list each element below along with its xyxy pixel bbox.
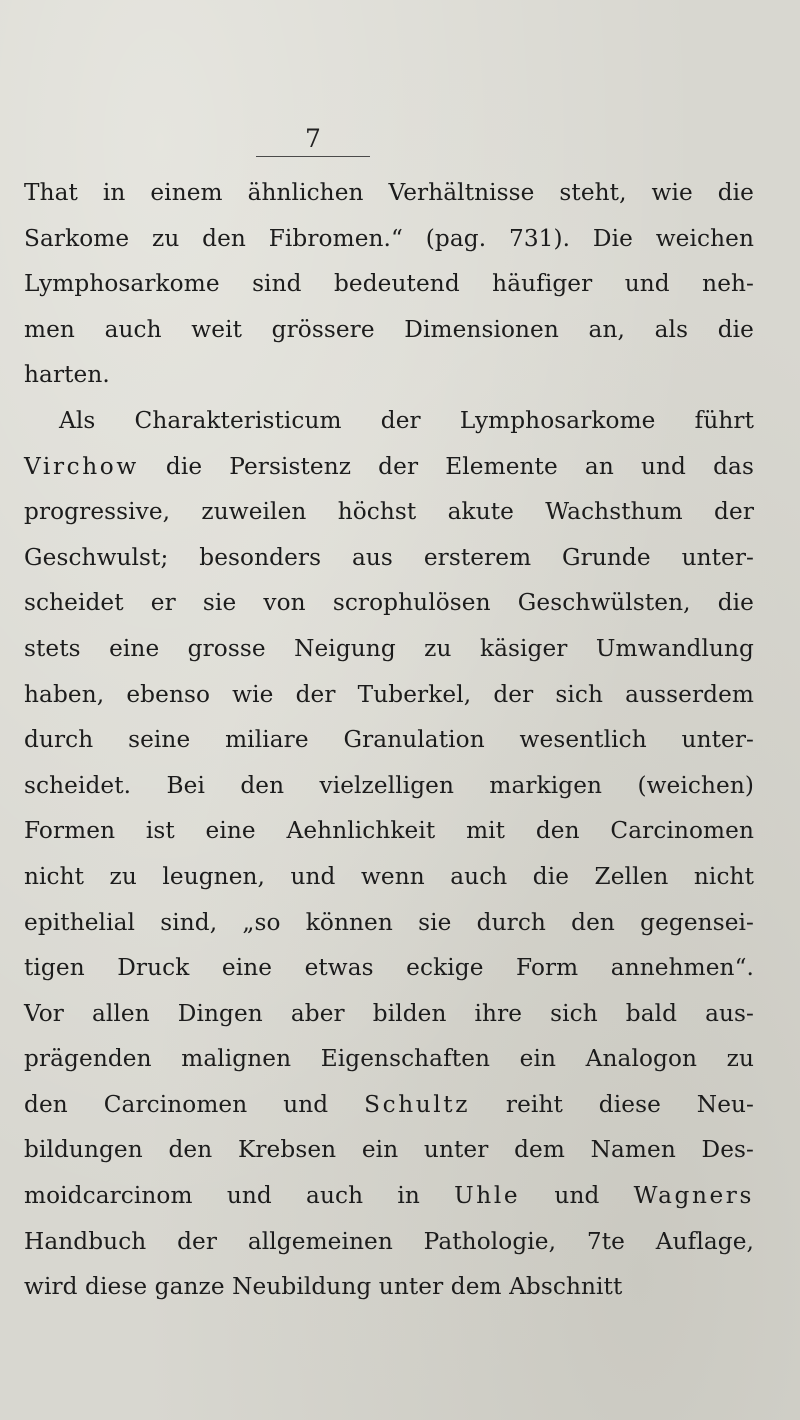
author-name-schultz: Schultz xyxy=(364,1090,471,1118)
page-number: 7 xyxy=(305,124,321,153)
text-line: Handbuch der allgemeinen Pathologie, 7te Auflage, xyxy=(24,1227,754,1255)
text-line xyxy=(24,444,754,490)
text-line: scheidet er sie von scrophulösen Geschwülsten, die xyxy=(24,589,754,617)
text-line: wird diese ganze Neubildung unter dem Abschnitt xyxy=(24,1273,623,1301)
text-line xyxy=(24,1173,754,1219)
text-line: Lymphosarkome sind bedeutend häufiger und neh- xyxy=(24,270,754,298)
text-line: scheidet. Bei den vielzelligen markigen (weichen) xyxy=(24,771,754,799)
text-fragment: die Persistenz der Elemente an und das xyxy=(165,452,754,480)
text-line: That in einem ähnlichen Verhältnisse steht, wie die xyxy=(24,179,754,206)
body-text xyxy=(24,170,754,1310)
text-fragment: reiht diese Neu- xyxy=(505,1090,754,1118)
text-line: Geschwulst; besonders aus ersterem Grunde unter- xyxy=(24,543,754,571)
text-line: Sarkome zu den Fibromen.“ (pag. 731). Die weichen xyxy=(24,224,754,252)
text-fragment: moidcarcinom und auch in xyxy=(24,1182,420,1210)
page-number-rule xyxy=(256,156,370,157)
text-line: stets eine grosse Neigung zu käsiger Umwandlung xyxy=(24,634,754,662)
text-line: nicht zu leugnen, und wenn auch die Zellen nicht xyxy=(24,862,754,890)
text-line xyxy=(24,1082,754,1128)
author-name-virchow: Virchow xyxy=(24,452,139,480)
text-fragment: und xyxy=(554,1182,600,1210)
text-line: progressive, zuweilen höchst akute Wachsthum der xyxy=(24,498,754,526)
author-name-uhle: Uhle xyxy=(454,1182,521,1210)
text-line: Formen ist eine Aehnlichkeit mit den Carcinomen xyxy=(24,817,754,845)
text-line: tigen Druck eine etwas eckige Form annehmen“. xyxy=(24,954,754,982)
author-name-wagners: Wagners xyxy=(633,1182,754,1210)
text-line: Als Charakteristicum der Lymphosarkome führt xyxy=(59,406,754,434)
text-line: men auch weit grössere Dimensionen an, als die xyxy=(24,315,754,343)
text-fragment: den Carcinomen und xyxy=(24,1090,329,1118)
text-line: haben, ebenso wie der Tuberkel, der sich ausserdem xyxy=(24,680,754,708)
text-line: prägenden malignen Eigenschaften ein Analogon zu xyxy=(24,1045,754,1073)
text-line: harten. xyxy=(24,361,110,389)
text-line: bildungen den Krebsen ein unter dem Namen Des- xyxy=(24,1136,754,1164)
text-line: durch seine miliare Granulation wesentlich unter- xyxy=(24,726,754,754)
text-line: epithelial sind, „so können sie durch den gegensei- xyxy=(24,908,754,936)
text-line: Vor allen Dingen aber bilden ihre sich bald aus- xyxy=(24,999,754,1027)
